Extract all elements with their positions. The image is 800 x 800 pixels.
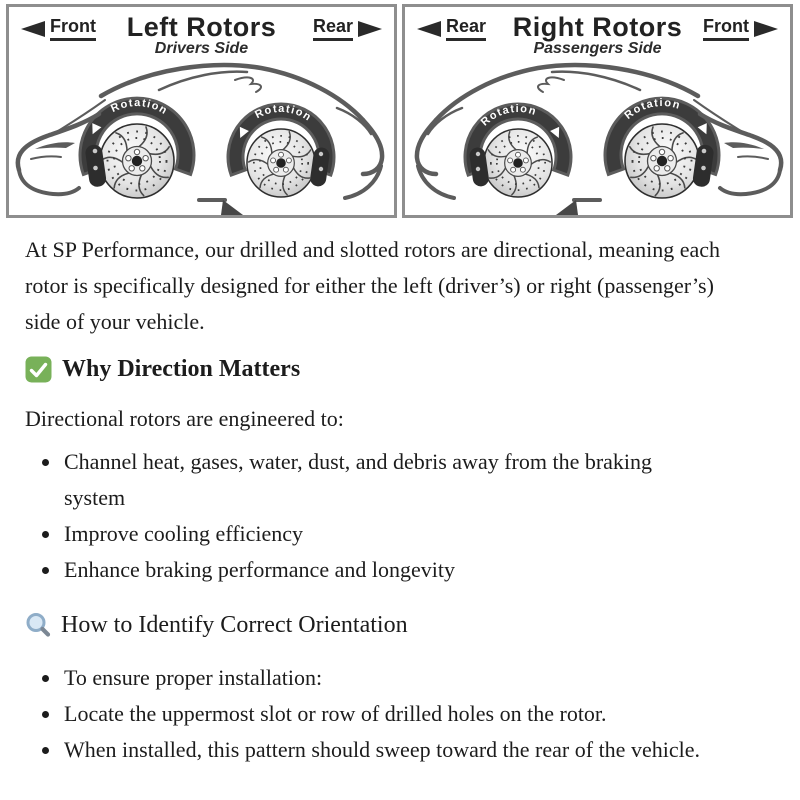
check-mark-icon bbox=[25, 356, 52, 383]
car-illustration-left bbox=[9, 52, 394, 215]
rotation-arc-label: Rotation bbox=[109, 97, 170, 118]
direction-label-text: Front bbox=[703, 16, 749, 41]
direction-label-text: Rear bbox=[446, 16, 486, 41]
panel-title: Left Rotors bbox=[126, 12, 277, 42]
installation-steps-list bbox=[25, 660, 772, 768]
car-illustration-right bbox=[405, 52, 790, 215]
direction-label-text: Front bbox=[50, 16, 96, 41]
arrow-left-icon bbox=[417, 21, 441, 37]
section-title: How to Identify Correct Orientation bbox=[61, 612, 408, 638]
panel-title: Right Rotors bbox=[512, 12, 683, 42]
intro-paragraph: At SP Performance, our drilled and slotted rotors are directional, meaning each rotor is specifically designed for either the left (driver’s) or right (passenger’s) side of your vehicle. bbox=[25, 237, 721, 334]
front-direction-label bbox=[21, 16, 96, 41]
rear-direction-label bbox=[417, 16, 486, 41]
lead-sentence: Directional rotors are engineered to: bbox=[25, 406, 344, 431]
list-item: • When installed, this pattern should sweep toward the rear of the vehicle. bbox=[62, 732, 709, 768]
direction-label-text: Rear bbox=[313, 16, 353, 41]
arrow-right-icon bbox=[358, 21, 382, 37]
list-item: • Locate the uppermost slot or row of drilled holes on the rotor. bbox=[62, 696, 709, 732]
panel-subtitle: Passengers Side bbox=[533, 40, 662, 58]
list-item: • Improve cooling efficiency bbox=[62, 516, 709, 552]
rear-direction-label bbox=[313, 16, 382, 41]
arrow-left-icon bbox=[21, 21, 45, 37]
left-rotors-panel bbox=[6, 4, 397, 218]
section-heading-identify-orientation bbox=[25, 610, 772, 640]
benefits-list bbox=[25, 444, 772, 588]
rotation-arc-label: Rotation bbox=[478, 102, 539, 129]
arrow-right-icon bbox=[754, 21, 778, 37]
rotation-arc-label: Rotation bbox=[253, 102, 314, 125]
rotor-direction-diagram bbox=[0, 0, 800, 218]
list-item: • Enhance braking performance and longevity bbox=[62, 552, 709, 588]
section-heading-why-direction-matters bbox=[25, 354, 772, 384]
magnifying-glass-icon bbox=[25, 612, 51, 638]
section-title: Why Direction Matters bbox=[62, 356, 301, 382]
right-rotors-panel bbox=[402, 4, 793, 218]
list-item: • Channel heat, gases, water, dust, and debris away from the braking system bbox=[62, 444, 709, 516]
list-item: • To ensure proper installation: bbox=[62, 660, 709, 696]
front-direction-label bbox=[703, 16, 778, 41]
article-body bbox=[0, 232, 800, 768]
rotation-arc-label: Rotation bbox=[622, 97, 683, 122]
panel-subtitle: Drivers Side bbox=[154, 40, 249, 58]
